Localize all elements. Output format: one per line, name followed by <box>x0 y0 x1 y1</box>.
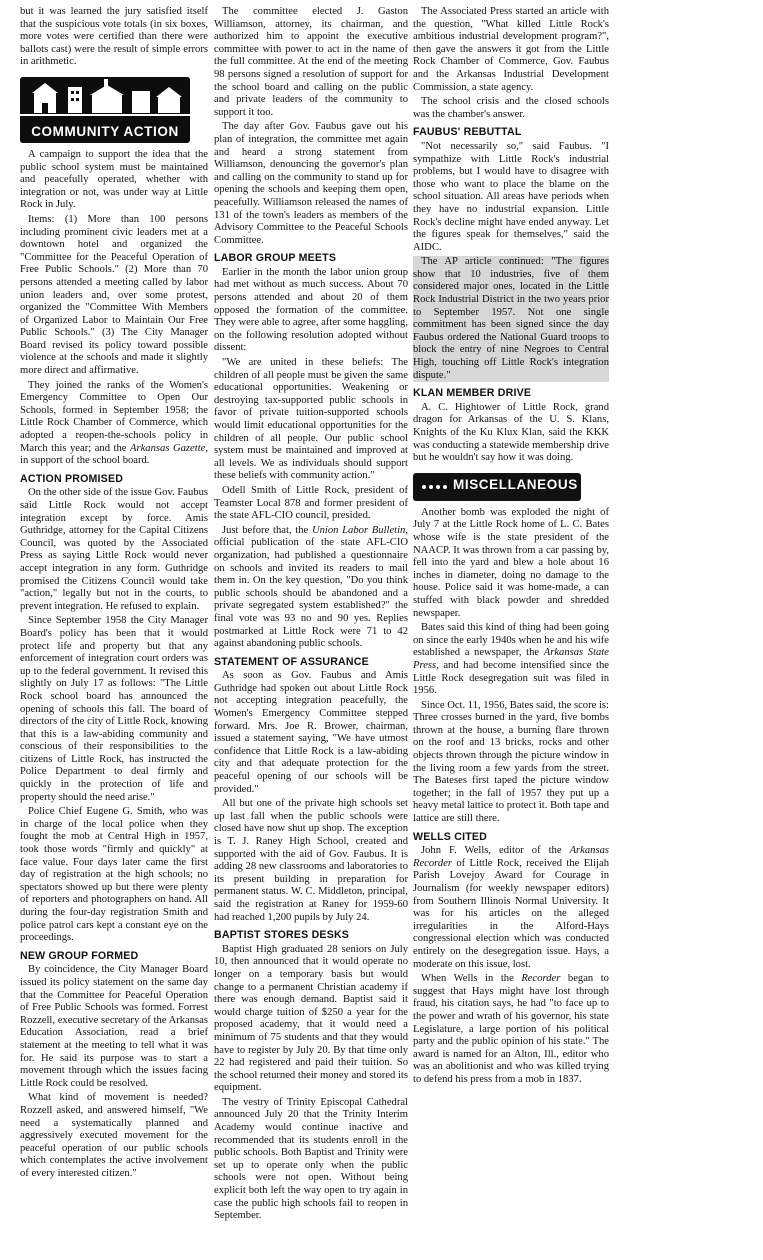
baptist-paragraph-1: Baptist High graduated 28 seniors on July 10, then announced that it would operate no longer on a temporary basis but would change to a permanent Christian academy if there was enough demand. Baptist said it would charge tuition of $250 a year for the proposed academy, that it would need a minimum of 75 students and that they would have to register by July 20. By that time only 22 had registered and paid their tuition. So the school returned their money and stored its equipment. <box>214 943 408 1094</box>
baptist-paragraph-2: The vestry of Trinity Episcopal Cathedral announced July 20 that the Trinity Interim Academy would continue inactive and recommended that its students enroll in the public schools. Both Baptist and Trinity were set up to operate only when the public schools were not open. Without being explicit both left the way open to try again in case the public high schools fail to reopen in September. <box>214 1096 408 1222</box>
committee-paragraph: The committee elected J. Gaston Williamson, attorney, its chairman, and authorized him to appoint the executive committee with power to act in the name of the full committee. At the end of the meeting 98 persons signed a resolution of support for the school board and calling on the public and private leaders of the community to support it too. <box>214 6 408 118</box>
heading-new-group-formed: NEW GROUP FORMED <box>20 949 139 962</box>
labor-paragraph-3: Odell Smith of Little Rock, president of Teamster Local 878 and former president of the state AFL-CIO council, presided. <box>214 484 408 522</box>
wells-paragraph-2 <box>413 973 609 1086</box>
ranks-text-after: , in support of the school board. <box>20 442 208 467</box>
assurance-paragraph-2: All but one of the private high schools set up last fall when the public schools were closed have now shut up shop. The exception is T. J. Raney High School, created and supported with the aid of Gov. Faubus. It is adding 28 new classrooms and laboratories to its present building in preparation for permanent status. W. C. Middleton, principal, said the registration at Raney for 1959-60 had reached 1,200 pupils by July 24. <box>214 798 408 923</box>
misc-paragraph-1: Another bomb was exploded the night of July 7 at the Little Rock home of L. C. Bates whose wife is the state president of the NAACP. It was thrown from a car passing by, fell into the yard and blew a hole about 16 inches in diameter, doing no damage to the house. Police said it was home-made, a can stuffed with black powder and shredded newspaper. <box>413 506 609 619</box>
action-paragraph-3: Police Chief Eugene G. Smith, who was in charge of the local police when they fought the mob at Central High in 1957, took those words "firmly and quickly" at face value. Four days later came the first day of registration at the high schools; no spectators showed up but there were plenty of reporters and photographers on hand. All during the four-day registration Smith and police patrol cars kept a constant eye on the proceedings. <box>20 806 208 944</box>
column-middle <box>214 6 408 1225</box>
rebuttal-paragraph-1: "Not necessarily so," said Faubus. "I sympathize with Little Rock's industrial problems, but I would have to disagree with those who want to place the blame on the school situation. All areas have periods when they have no industrial expansion. Little Rock's decline might have ended anyway. Let the figures speak for themselves," said the AIDC. <box>413 140 609 253</box>
recorder-name: Recorder <box>521 973 561 985</box>
klan-paragraph: A. C. Hightower of Little Rock, grand dragon for Arkansas of the U. S. Klans, Knights of the Ku Klux Klan, said the KKK was conducting a statewide membership drive but he wouldn't say how it was doing. <box>413 401 609 464</box>
assurance-paragraph-1: As soon as Gov. Faubus and Amis Guthridge had spoken out about Little Rock not accepting integration peacefully, the Women's Emergency Committee stepped forward. Mrs. Joe R. Brower, chairman, issued a statement saying, "We have utmost confidence that Little Rock is a law-abiding city and that adequate protection for the peaceful opening of our schools will be provided." <box>214 670 408 795</box>
arkansas-gazette-name: Arkansas Gazette <box>130 442 206 454</box>
miscellaneous-banner <box>413 473 581 501</box>
community-action-title: COMMUNITY ACTION <box>31 124 179 140</box>
union-labor-bulletin-name: Union Labor Bulletin <box>311 524 406 536</box>
ranks-text-before: They joined the ranks of the Women's Emergency Committee to Open Our Schools, formed in September 1958; the Little Rock Chamber of Commerce, which adopted a reopen-the-schools policy in March this year; and the <box>20 379 208 454</box>
intro-paragraph: A campaign to support the idea that the public school system must be maintained and peacefully operated, whether with integration or not, was under way at Little Rock in July. <box>20 148 208 211</box>
ap-paragraph: The Associated Press started an article with the question, "What killed Little Rock's ambitious industrial development program?", then gave the answers it got from the Little Rock Chamber of Commerce, Gov. Faubus and the Arkansas Industrial Development Commission, a state agency. <box>413 6 609 93</box>
labor-paragraph-2: "We are united in these beliefs: The children of all people must be given the same educational opportunities. Weakening or destroying tax-supported public schools in favor of private tuition-supported schools would limit educational opportunities for the children of all people. Our public school system must be maintained and improved at all levels. We as individuals should support these beliefs with community action." <box>214 357 408 482</box>
heading-klan-member-drive: KLAN MEMBER DRIVE <box>413 387 532 400</box>
misc2-text-after: , and had become intensified since the Little Rock desegregation suit was filed in 1956. <box>413 659 609 697</box>
labor-paragraph-1: Earlier in the month the labor union group had met without as much success. About 70 persons attended and about 20 of them opposed the formation of the committee. They were able to agree, after some haggling, on the following resolution adopted without dissent: <box>214 266 408 354</box>
action-paragraph-2: Since September 1958 the City Manager Board's policy has been that it would protect life and property but that any enforcement of integration court orders was up to the federal government. It revised this slightly on July 17 as follows: "The Little Rock school board has announced the opening of schools this fall. The board of directors of the city of Little Rock, knowing that this is a law-abiding community and conscious of their responsibilities to the citizens of Little Rock, has instructed the Police Department to deal firmly and quickly in the protection of life and property should the need arise." <box>20 615 208 803</box>
group-paragraph-1: By coincidence, the City Manager Board issued its policy statement on the same day that the Committee for Peaceful Operation of Free Public Schools was formed. Forrest Rozzell, executive secretary of the Arkansas Education Association, read a brief statement at the meeting to tell what it was for. He said its purpose was to start a movement through which the issues facing Little Rock could be resolved. <box>20 964 208 1089</box>
items-paragraph: Items: (1) More than 100 persons including prominent civic leaders met at a downtown hotel and organized the "Committee for the Peaceful Operation of Free Public Schools." (2) More than 70 persons attended a meeting called by labor union leaders and, over some protest, organized the "Committee With Members of Organized Labor to Maintain Our Free Public Schools." (3) The City Manager Board revised its policy toward possible violence at the schools and made it slightly more direct and affirmative. <box>20 213 208 377</box>
wells-paragraph-1 <box>413 845 609 971</box>
wells2-text-before: When Wells in the <box>421 973 522 985</box>
misc-paragraph-3: Since Oct. 11, 1956, Bates said, the score is: Three crosses burned in the yard, five bombs thrown at the house, a burning flare thrown on the roof and 13 bricks, rocks and other objects thrown through the picture window in the living room a few yards from the street. The Bateses first taped the picture window together; in the fall of 1957 they put up a heavy metal lattice to protect it. Both tape and lattice are still there. <box>413 699 609 825</box>
bulletin-text-after: , official publication of the state AFL-CIO organization, had published a questionnaire on schools and invited its readers to mail them in. On the key question, "Do you think public schools should be abandoned and a private segregated system established?" the final vote was 93 no and 90 yes. Replies postmarked at Little Rock were 71 to 42 against abandoning public schools. <box>214 524 409 650</box>
heading-wells-cited: WELLS CITED <box>413 830 487 843</box>
column-left <box>20 6 208 1182</box>
town-skyline-icon <box>20 77 190 121</box>
wells1-text-before: John F. Wells, editor of the <box>421 845 570 857</box>
arkansas-recorder-name: Arkansas Recorder <box>413 845 609 869</box>
column-right <box>413 6 609 1089</box>
community-action-banner <box>20 77 190 143</box>
crisis-paragraph: The school crisis and the closed schools was the chamber's answer. <box>413 96 609 120</box>
dots-icon <box>421 481 447 493</box>
heading-faubus-rebuttal: FAUBUS' REBUTTAL <box>413 126 522 139</box>
heading-labor-group-meets: LABOR GROUP MEETS <box>214 252 337 265</box>
faubus-plan-paragraph: The day after Gov. Faubus gave out his plan of integration, the committee met again and heard a strong statement from Williamson, denouncing the governor's plan and calling on the community to stand up for opening the schools and keeping them open, peacefully. Williamson released the names of 131 of the town's leaders as members of the Advisory Committee to the Peaceful Schools Committee. <box>214 121 408 246</box>
rebuttal-paragraph-3: The AP article continued: "The figures show that 10 industries, five of them considered major ones, located in the Little Rock Industrial District in the two years prior to September 1957. Not one single commitment has been signed since the day Faubus ordered the National Guard troops to block the entry of nine Negroes to Central High, touching off Little Rock's integration dispute." <box>413 256 609 381</box>
lead-paragraph: but it was learned the jury satisfied itself that the suspicious vote totals (in six boxes, more votes were certified than there were ballots cast) were the result of simple errors in arithmetic. <box>20 6 208 68</box>
ranks-paragraph <box>20 380 208 468</box>
group-paragraph-2: What kind of movement is needed? Rozzell asked, and answered himself, "We need a systematically planned and aggressively executed movement for the peaceful operation of our public schools which contemplates the active involvement of every interested citizen." <box>20 1092 208 1179</box>
arkansas-state-press-name: Arkansas State Press <box>413 647 609 671</box>
bulletin-text-before: Just before that, the <box>222 524 312 536</box>
heading-statement-of-assurance: STATEMENT OF ASSURANCE <box>214 655 369 668</box>
misc-paragraph-2 <box>413 622 609 698</box>
miscellaneous-title: MISCELLANEOUS <box>453 476 578 492</box>
bulletin-paragraph <box>214 525 408 651</box>
heading-baptist-stores-desks: BAPTIST STORES DESKS <box>214 929 350 942</box>
wells1-text-after: of Little Rock, received the Elijah Parish Lovejoy Award for Courage in Journalism (for weekly newspaper editors) from Southern Illinois Normal University. It was for his articles on the alleged irregularities in the Alford-Hays congressional election which was conducted entirely on the desegregation issue. Hays, a moderate on this issue, lost. <box>413 857 609 970</box>
wells2-text-after: began to suggest that Hays might have lost through fraud, his citation says, he had "to face up to the power and wrath of his governor, his state Legislature, a large portion of his political party and the public opinion of his state." The award is named for an Alton, Ill., editor who was an abolitionist and who was killed trying to defend his press from a mob in 1837. <box>413 973 609 1085</box>
action-paragraph-1: On the other side of the issue Gov. Faubus said Little Rock would not accept integration except by force. Amis Guthridge, attorney for the Capital Citizens Council, was quoted by the Associated Press as saying Little Rock would never accept integration in any form. Guthridge promised the Citizens Council would take "action," legally but not in the courts, to prevent integration. He refused to explain. <box>20 487 208 612</box>
heading-action-promised: ACTION PROMISED <box>20 472 124 485</box>
misc2-text-before: Bates said this kind of thing had been going on since the early 1940s when he and his wife established a newspaper, the <box>413 622 609 659</box>
